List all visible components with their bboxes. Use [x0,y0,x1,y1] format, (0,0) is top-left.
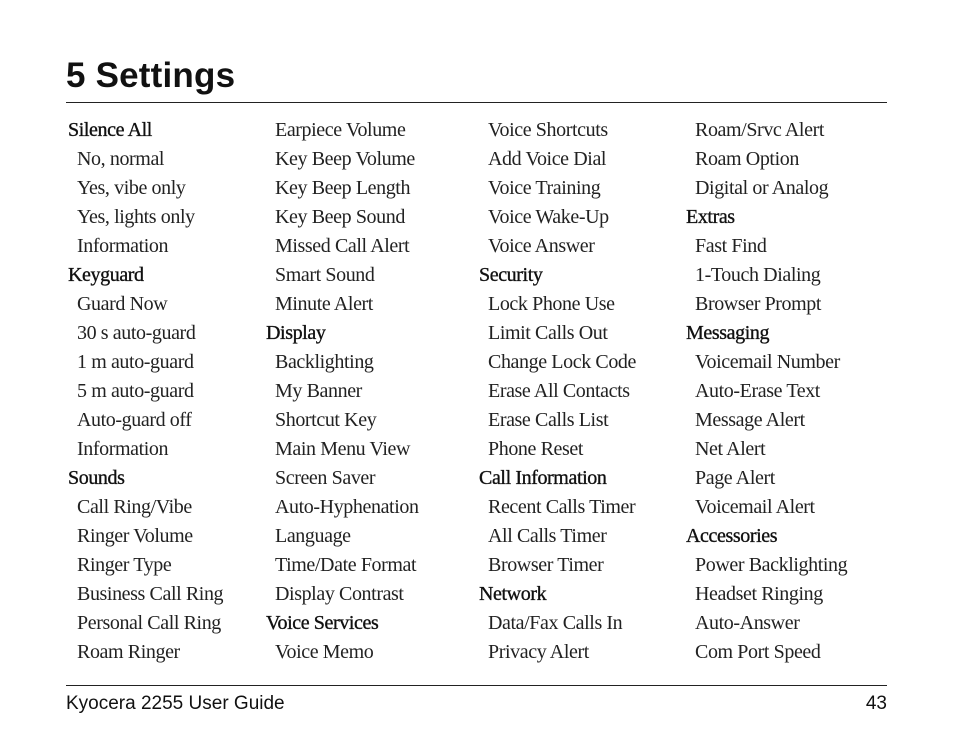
page-title: 5 Settings [66,56,236,95]
menu-heading: Network [479,583,547,605]
menu-item: Business Call Ring [77,583,224,605]
menu-item: 1-Touch Dialing [695,264,821,286]
menu-item: 30 s auto-guard [77,322,196,344]
menu-item: Message Alert [695,409,805,431]
menu-item: Language [275,525,351,547]
menu-item: Call Ring/Vibe [77,496,192,518]
footer-divider [66,685,887,686]
menu-heading: Accessories [686,525,778,547]
menu-item: Add Voice Dial [488,148,607,170]
menu-item: Data/Fax Calls In [488,612,623,634]
menu-item: Browser Prompt [695,293,822,315]
menu-item: Voicemail Number [695,351,840,373]
menu-item: Shortcut Key [275,409,377,431]
menu-item: Recent Calls Timer [488,496,636,518]
menu-item: Ringer Type [77,554,172,576]
menu-item: Earpiece Volume [275,119,406,141]
menu-item: Display Contrast [275,583,404,605]
menu-item: Key Beep Volume [275,148,415,170]
menu-heading: Call Information [479,467,607,489]
menu-item: Auto-Erase Text [695,380,820,402]
menu-item: Voice Training [488,177,601,199]
menu-heading: Sounds [68,467,125,489]
menu-item: Time/Date Format [275,554,417,576]
menu-item: Voice Shortcuts [488,119,608,141]
menu-item: Guard Now [77,293,168,315]
menu-item: Yes, vibe only [77,177,186,199]
menu-item: Fast Find [695,235,767,257]
settings-column-3 [479,116,636,667]
menu-item: Auto-Answer [695,612,800,634]
menu-item: Missed Call Alert [275,235,410,257]
menu-item: Voice Wake-Up [488,206,609,228]
menu-item: Main Menu View [275,438,411,460]
menu-heading: Silence All [68,119,152,141]
menu-item: All Calls Timer [488,525,607,547]
menu-item: Minute Alert [275,293,373,315]
menu-item: Limit Calls Out [488,322,608,344]
menu-item: Voice Answer [488,235,595,257]
menu-item: Auto-guard off [77,409,192,431]
menu-item: Browser Timer [488,554,604,576]
menu-item: Key Beep Sound [275,206,405,228]
menu-item: 5 m auto-guard [77,380,194,402]
menu-item: Roam Option [695,148,799,170]
menu-item: Erase All Contacts [488,380,630,402]
menu-item: No, normal [77,148,165,170]
menu-item: Voice Memo [275,641,374,663]
page-number: 43 [865,693,887,714]
menu-item: Information [77,235,169,257]
menu-item: Auto-Hyphenation [275,496,419,518]
menu-item: Backlighting [275,351,374,373]
menu-item: My Banner [275,380,362,402]
menu-item: Phone Reset [488,438,584,460]
menu-item: Change Lock Code [488,351,637,373]
settings-column-1 [68,116,223,667]
menu-item: Smart Sound [275,264,375,286]
title-divider [66,102,887,103]
menu-item: 1 m auto-guard [77,351,194,373]
menu-item: Roam/Srvc Alert [695,119,824,141]
menu-item: Privacy Alert [488,641,589,663]
menu-heading: Messaging [686,322,770,344]
menu-heading: Security [479,264,543,286]
menu-item: Com Port Speed [695,641,821,663]
settings-column-4 [686,116,847,667]
menu-item: Ringer Volume [77,525,193,547]
menu-heading: Keyguard [68,264,144,286]
menu-item: Net Alert [695,438,766,460]
menu-heading: Voice Services [266,612,379,634]
menu-item: Lock Phone Use [488,293,615,315]
menu-item: Power Backlighting [695,554,848,576]
menu-item: Yes, lights only [77,206,195,228]
menu-item: Personal Call Ring [77,612,221,634]
footer-guide-title: Kyocera 2255 User Guide [66,693,285,714]
menu-heading: Display [266,322,326,344]
menu-item: Digital or Analog [695,177,829,199]
menu-item: Roam Ringer [77,641,180,663]
menu-item: Erase Calls List [488,409,609,431]
menu-item: Information [77,438,169,460]
menu-item: Screen Saver [275,467,376,489]
settings-column-2 [266,116,419,667]
menu-item: Page Alert [695,467,775,489]
menu-heading: Extras [686,206,735,228]
menu-item: Key Beep Length [275,177,411,199]
menu-item: Headset Ringing [695,583,823,605]
menu-item: Voicemail Alert [695,496,815,518]
